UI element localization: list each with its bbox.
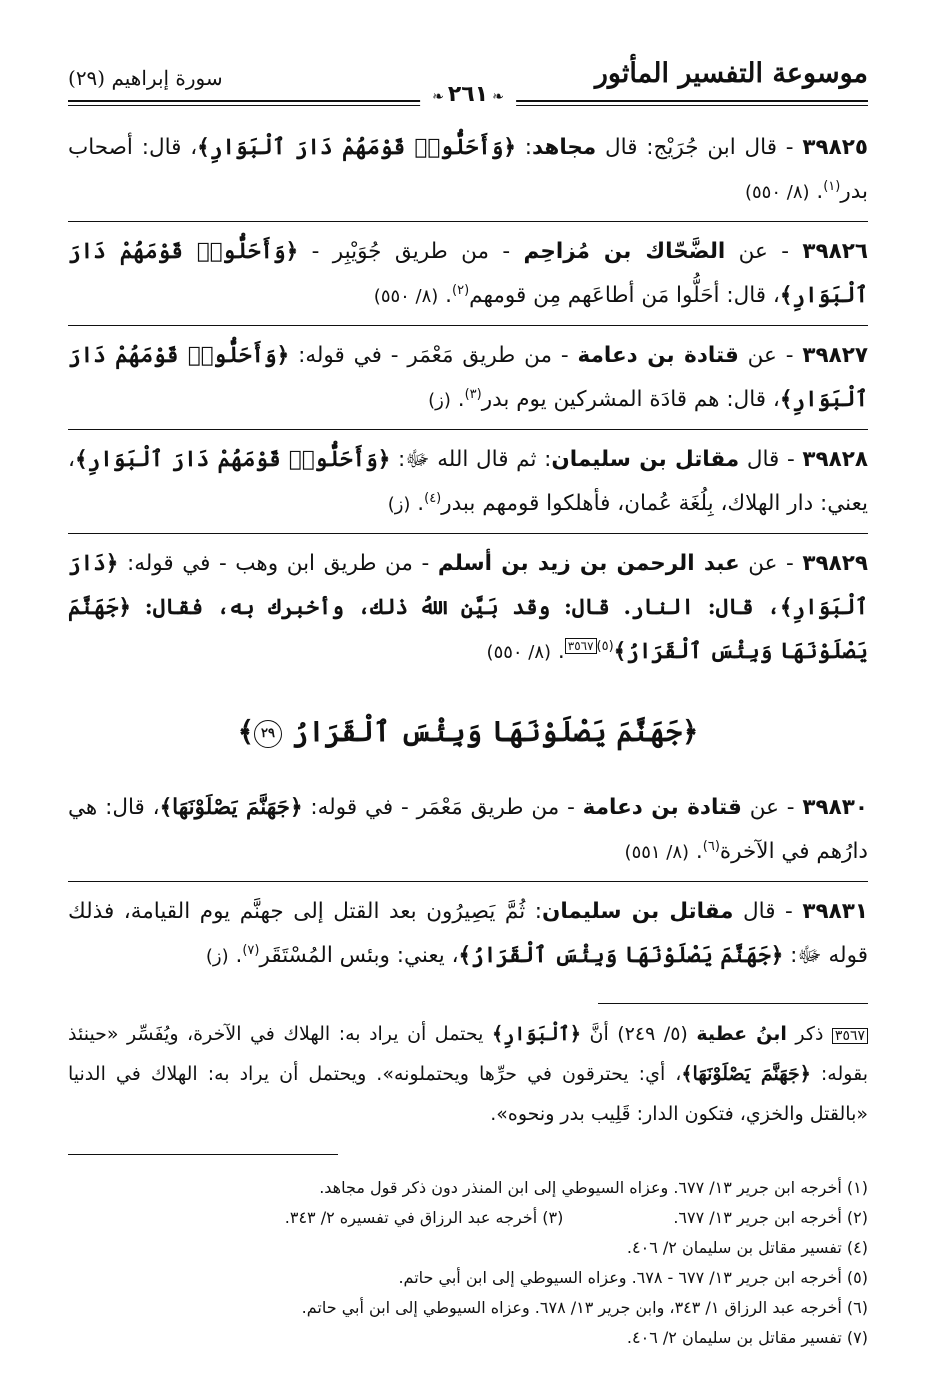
commentary-number-box: ٣٥٦٧ [832,1028,868,1044]
entries-group-2 [68,778,868,985]
entry [68,326,868,430]
narrator-name: مجاهد [532,135,597,160]
quran-quote: ﴿ٱلْبَوَارِ﴾ [491,1023,582,1045]
footnote: (٥) أخرجه ابن جرير ١٣/ ٦٧٧ - ٦٧٨. وعزاه السيوطي إلى ابن أبي حاتم. [398,1268,868,1287]
entry-text: ، قال: أصحاب بدر [68,135,868,204]
footnote-marker[interactable]: (٣) [464,386,482,402]
commentary-text: (٥/ ٢٤٩) أنَّ [581,1023,697,1045]
entry-number: ٣٩٨٣٠ [802,795,868,820]
entry-text: . [551,639,565,664]
narrator-name: الضَّحّاك بن مُزاحِم [523,239,726,264]
entry-text: . [228,943,243,968]
footnote-marker[interactable]: (٦) [702,838,720,854]
entry-text: - من طريق مَعْمَر - في قوله: [289,343,578,368]
footnote: (١) أخرجه ابن جرير ١٣/ ٦٧٧. وعزاه السيوطي إلى ابن المنذر دون ذكر قول مجاهد. [319,1178,868,1197]
entry-number: ٣٩٨٢٩ [802,551,869,576]
entry-text: - قال [733,899,803,924]
entry-text: ، قال: هي دارُهم في الآخرة [68,795,868,864]
volume-reference: (٨/ ٥٥٠) [373,286,439,307]
volume-reference: (ز) [205,946,229,967]
entry-text: - من طريق جُوَيْبِر - [298,239,524,264]
entry-number: ٣٩٨٣١ [802,899,868,924]
entry [68,882,868,985]
entry-text: . [438,283,452,308]
footnote-row [68,1203,868,1233]
page-number: ❧ ٢٦١ ❧ [420,82,516,107]
footnote-marker[interactable]: (٧) [242,942,260,958]
quran-quote: ﴿جَهَنَّمَ يَصْلَوْنَهَا﴾ [681,1063,811,1085]
quran-quote: ﴿وَأَحَلُّوا۟ قَوْمَهُمْ دَارَ ٱلْبَوَارِ﴾ [197,135,516,160]
narrator-name: عبد الرحمن بن زيد بن أسلم [437,551,740,576]
volume-reference: (ز) [387,494,411,515]
entry-text: ، قال: هم قادَة المشركين يوم بدر [481,387,780,412]
footnote-marker[interactable]: (٢) [452,282,470,298]
entry [68,118,868,222]
running-header [68,52,868,107]
book-title: موسوعة التفسير المأثور [594,58,868,89]
entry-text: - من طريق مَعْمَر - في قوله: [302,795,583,820]
verse-heading [68,715,868,748]
quran-quote: ﴿وَأَحَلُّوا۟ قَوْمَهُمْ دَارَ ٱلْبَوَارِ﴾ [68,343,868,412]
entry-text: ، يعني: دار الهلاك، بِلُغَة عُمان، فأهلكوا قومهم ببدر [68,447,868,516]
entry-text: - من طريق ابن وهب - في قوله: [118,551,438,576]
entry-text: . [410,491,425,516]
footnote-marker[interactable]: (٤) [424,490,442,506]
entry-text: . [450,387,465,412]
entry-text: - عن [739,551,803,576]
verse-close-bracket: ﴾ [237,715,255,748]
footnote: (٣) أخرجه عبد الرزاق في تفسيره ٢/ ٣٤٣. [284,1208,564,1227]
commentator-name: ابنُ عطية [696,1023,787,1045]
commentary-divider [598,1003,868,1004]
entry-number: ٣٩٨٢٥ [802,135,868,160]
verse-text: ﴿جَهَنَّمَ يَصْلَوْنَهَا وَبِئْسَ ٱلْقَرَارُ [291,715,699,748]
quran-quote: ﴿دَارَ ٱلْبَوَارِ﴾ [68,551,868,620]
entry-text: - قال [739,447,803,472]
quran-quote: ﴿وَأَحَلُّوا۟ قَوْمَهُمْ دَارَ ٱلْبَوَارِ﴾ [74,447,391,472]
footnotes-divider [68,1154,338,1155]
footnote: (٢) أخرجه ابن جرير ١٣/ ٦٧٧. [673,1208,868,1227]
ayah-number-marker: ٢٩ [254,720,282,748]
commentary-note [68,1014,868,1134]
quran-quote: ﴿جَهَنَّمَ يَصْلَوْنَهَا وَبِئْسَ ٱلْقَرَارُ﴾ [458,943,784,968]
commentary-text: يحتمل أن يراد به: الهلاك في الآخرة، ويُفَسِّر «حينئذ بقوله: [68,1023,868,1085]
entry-text: ، قال: النار. قال: وقد بَيَّن اللهُ ذلك، وأخبرك به، فقال: ﴿جَهَنَّمَ يَصْلَوْنَهَا وَبِئْسَ ٱلْقَرَارُ﴾ [68,595,868,664]
quran-quote: ﴿جَهَنَّمَ يَصْلَوْنَهَا﴾ [159,795,303,820]
entries-group-1 [68,118,868,681]
entry-number: ٣٩٨٢٨ [802,447,869,472]
entry-number: ٣٩٨٢٧ [802,343,868,368]
footnote-marker[interactable]: (١) [823,178,841,194]
narrator-name: قتادة بن دعامة [577,343,739,368]
commentary-text: ، أي: يحترقون في حرِّها ويحتملونه». ويحتمل أن يراد به: الهلاك في الدنيا «بالقتل والخزي، فتكون الدار: قَلِيب بدر ونحوه». [68,1063,868,1125]
entry-text: : [515,135,532,160]
entry-text: : ثم قال الله ﷻ: [390,447,552,472]
entry-text: . [809,179,824,204]
footnotes [68,1173,868,1353]
entry-text: - قال ابن جُرَيْج: قال [596,135,803,160]
surah-name: سورة إبراهيم (٢٩) [68,66,223,90]
entry-text: . [689,839,703,864]
footnote-marker[interactable]: (٥) [596,638,614,654]
volume-reference: (٨/ ٥٥٠) [486,642,552,663]
entry [68,430,868,534]
volume-reference: (٨/ ٥٥٠) [744,182,810,203]
book-page [68,52,868,1353]
entry-text: - عن [725,239,803,264]
commentary-text: ذكر [786,1023,832,1045]
footnote: (٤) تفسير مقاتل بن سليمان ٢/ ٤٠٦. [626,1238,868,1257]
commentary-ref-box[interactable]: ٣٥٦٧ [565,638,597,654]
narrator-name: قتادة بن دعامة [582,795,742,820]
volume-reference: (٨/ ٥٥١) [624,842,690,863]
entry [68,778,868,882]
entry-text: - عن [741,795,803,820]
footnote: (٧) تفسير مقاتل بن سليمان ٢/ ٤٠٦. [626,1328,868,1347]
entry-text: ، يعني: وبئس المُسْتَقَر [259,943,459,968]
entry-number: ٣٩٨٢٦ [802,239,868,264]
entry [68,534,868,681]
entry [68,222,868,326]
narrator-name: مقاتل بن سليمان [551,447,740,472]
footnote: (٦) أخرجه عبد الرزاق ١/ ٣٤٣، وابن جرير ١٣/ ٦٧٨. وعزاه السيوطي إلى ابن أبي حاتم. [301,1298,868,1317]
quran-quote: ﴿وَأَحَلُّوا۟ قَوْمَهُمْ دَارَ ٱلْبَوَارِ﴾ [68,239,868,308]
entry-text: : ثُمَّ يَصِيرُون بعد القتل إلى جهنَّم يوم القيامة، فذلك قوله ﷻ: [68,899,868,968]
narrator-name: مقاتل بن سليمان [542,899,734,924]
volume-reference: (ز) [428,390,451,411]
entry-text: - عن [738,343,803,368]
entry-text: ، قال: أحَلُّوا مَن أطاعَهم مِن قومهم [469,283,780,308]
